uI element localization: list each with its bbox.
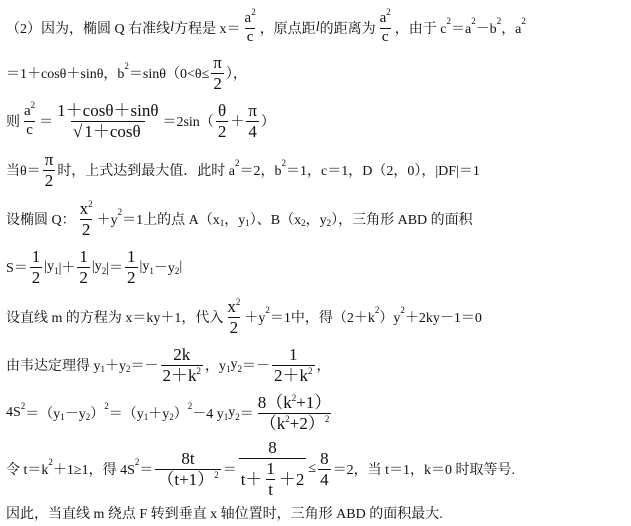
exponent: 2 xyxy=(285,413,290,424)
subscript: 2 xyxy=(85,412,91,422)
numerator: θ xyxy=(217,100,227,120)
exponent: 2 xyxy=(265,305,270,315)
numerator: π xyxy=(44,149,54,169)
denominator: 2＋k xyxy=(274,365,308,385)
text: ，原点距 xyxy=(259,22,316,37)
numerator: 8（k xyxy=(257,392,292,412)
text: ＝1上的点 A（x xyxy=(122,213,220,228)
numerator: π xyxy=(248,100,257,120)
numerator: 1 xyxy=(127,246,136,266)
subscript: 2 xyxy=(237,364,242,374)
text: ＝ xyxy=(222,463,237,478)
text: y xyxy=(228,405,236,420)
exponent: 2 xyxy=(471,16,476,26)
numerator: π xyxy=(213,52,222,72)
text: 当θ＝ xyxy=(6,164,41,179)
text: ＝ xyxy=(39,115,54,130)
denominator: 4 xyxy=(248,121,257,141)
text: ＝2sin（ xyxy=(162,115,214,130)
exponent: 2 xyxy=(196,365,201,376)
exponent: 2 xyxy=(446,16,451,26)
denominator: 2 xyxy=(31,267,41,287)
text: （2）因为，椭圆 Q 右准线 xyxy=(6,22,171,37)
text: ＝1中，得（2＋k xyxy=(269,311,375,326)
fraction xyxy=(211,54,224,93)
text: ＝2，b xyxy=(239,164,282,179)
denominator: （t+1） xyxy=(157,469,215,489)
sqrt-icon: √ xyxy=(72,121,83,141)
exponent: 2 xyxy=(235,158,240,168)
fraction xyxy=(264,460,277,499)
exponent: 2 xyxy=(104,401,109,411)
subscript: 1 xyxy=(60,412,65,422)
subscript: 1 xyxy=(223,412,229,422)
subscript: 1 xyxy=(100,364,105,374)
denominator: t＋ xyxy=(240,469,263,489)
radicand: 1＋cosθ xyxy=(84,121,141,141)
subscript: 1 xyxy=(143,412,149,422)
numerator: x xyxy=(227,296,236,316)
line-8 xyxy=(6,342,627,388)
denominator: 2 xyxy=(217,121,227,141)
text: ＝1＋cosθ＋sinθ，b xyxy=(6,67,125,82)
subscript: 2 xyxy=(326,218,332,228)
text: ＝－ xyxy=(242,359,270,374)
text: ），三角形 ABD 的面积 xyxy=(331,213,473,228)
subscript: 2 xyxy=(174,266,180,276)
exponent: 2 xyxy=(281,158,287,168)
fraction xyxy=(225,298,242,337)
numerator: a xyxy=(379,9,387,26)
text: ＝2，当 t＝1，k＝0 时取等号. xyxy=(332,463,515,478)
numerator: a xyxy=(24,102,31,119)
numerator: 1 xyxy=(289,344,298,364)
text: ≤ xyxy=(308,461,317,476)
denominator: 2 xyxy=(44,170,54,190)
subscript: 2 xyxy=(169,412,174,422)
subscript: 2 xyxy=(235,412,240,422)
numerator: 2k xyxy=(173,344,191,364)
numerator: 8t xyxy=(181,448,195,468)
text: |y xyxy=(139,259,150,274)
subscript: 1 xyxy=(219,218,225,228)
exponent: 2 xyxy=(48,457,53,467)
text: ＋2ky－1＝0 xyxy=(404,311,482,326)
numerator: 1 xyxy=(31,246,41,266)
text: ， xyxy=(316,359,331,374)
text: ）、B（x xyxy=(249,213,302,228)
denominator: 2 xyxy=(79,267,88,287)
fraction xyxy=(378,6,393,46)
exponent: 2 xyxy=(496,16,502,26)
text: ＋1≥1，得 4S xyxy=(52,463,135,478)
text: 设椭圆 Q： xyxy=(6,213,76,228)
text: ＝ xyxy=(139,463,154,478)
text: 的距离为 xyxy=(319,22,376,37)
denominator: c xyxy=(246,28,254,45)
text: 则 xyxy=(6,115,20,130)
text: ＋y xyxy=(148,407,170,422)
text: ＝－ xyxy=(130,359,159,374)
numerator: 1 xyxy=(266,459,275,479)
text: 由韦达定理得 y xyxy=(6,359,101,374)
line-11 xyxy=(6,502,627,524)
numerator: 8 xyxy=(320,448,329,468)
text: |＋ xyxy=(58,261,76,276)
text: ＋y xyxy=(96,213,118,228)
fraction xyxy=(125,248,138,287)
exponent: 2 xyxy=(251,6,256,17)
line-9 xyxy=(6,390,627,436)
exponent: 2 xyxy=(20,401,26,411)
text: ＋y xyxy=(105,359,126,374)
fraction xyxy=(55,102,160,141)
text: ） xyxy=(260,115,275,130)
text: |＝ xyxy=(106,261,124,276)
text: ） xyxy=(173,407,188,422)
subscript: 1 xyxy=(226,364,231,374)
numerator: 1＋cosθ＋sinθ xyxy=(57,100,159,120)
text: ＋ xyxy=(230,115,245,130)
text: ＝ xyxy=(239,407,254,422)
text: ）y xyxy=(379,311,401,326)
subscript: 1 xyxy=(54,266,59,276)
line-7 xyxy=(6,294,627,340)
subscript: 1 xyxy=(245,218,250,228)
denominator: +2） xyxy=(289,413,325,433)
text: ＝（y xyxy=(25,407,61,422)
line-3 xyxy=(6,96,627,146)
line-5 xyxy=(6,196,627,242)
numerator: 8 xyxy=(268,438,277,458)
exponent: 2 xyxy=(124,61,129,71)
line-4 xyxy=(6,148,627,192)
subscript: 1 xyxy=(149,266,154,276)
denominator: t xyxy=(268,479,274,499)
fraction xyxy=(216,102,229,141)
text: |y xyxy=(91,259,102,274)
text: ＝sinθ（0<θ≤ xyxy=(128,67,210,82)
text: 4S xyxy=(6,405,21,420)
text: ）， xyxy=(225,67,247,82)
denominator: 2 xyxy=(213,73,222,93)
fraction xyxy=(256,394,334,433)
text: 因此，当直线 m 绕点 F 转到垂直 x 轴位置时，三角形 ABD 的面积最大. xyxy=(6,507,443,522)
line-10 xyxy=(6,438,627,500)
text: ，y xyxy=(224,213,246,228)
exponent: 2 xyxy=(88,198,93,209)
text: －y xyxy=(153,261,175,276)
denominator: （k xyxy=(259,413,286,433)
fraction xyxy=(318,450,331,489)
fraction xyxy=(243,6,258,46)
line-1 xyxy=(6,6,627,50)
denominator: 2 xyxy=(81,219,91,239)
text: －b xyxy=(475,22,497,37)
text: ＝1，c＝1，D（2，0），|DF|＝1 xyxy=(286,164,480,179)
text: 时，上式达到最大值．此时 a xyxy=(57,164,236,179)
text: S＝ xyxy=(6,261,28,276)
text: 令 t＝k xyxy=(6,463,49,478)
denominator: ＋2 xyxy=(278,469,305,489)
exponent: 2 xyxy=(324,413,330,424)
exponent: 2 xyxy=(187,401,193,411)
text: l xyxy=(170,20,175,35)
text: 设直线 m 的方程为 x＝ky＋1，代入 xyxy=(6,311,224,326)
exponent: 2 xyxy=(30,99,36,110)
exponent: 2 xyxy=(400,305,405,315)
line-2 xyxy=(6,52,627,94)
line-6 xyxy=(6,246,627,288)
exponent: 2 xyxy=(386,6,391,17)
exponent: 2 xyxy=(291,392,297,403)
exponent: 2 xyxy=(374,305,380,315)
text: ＝a xyxy=(450,22,472,37)
fraction xyxy=(43,151,56,190)
numerator: 1 xyxy=(79,246,88,266)
text: ） xyxy=(90,407,105,422)
text: | xyxy=(179,259,183,274)
fraction xyxy=(272,346,315,385)
text: l xyxy=(315,20,320,35)
text: －y xyxy=(64,407,86,422)
fraction xyxy=(155,450,220,489)
exponent: 2 xyxy=(117,207,123,217)
text: y xyxy=(230,357,238,372)
fraction xyxy=(22,99,37,139)
exponent: 2 xyxy=(235,296,241,307)
subscript: 2 xyxy=(126,364,131,374)
text: ，y xyxy=(205,359,226,374)
fraction xyxy=(77,248,90,287)
text: 方程是 x＝ xyxy=(174,22,241,37)
text: －4 y xyxy=(192,407,224,422)
text: ，由于 c xyxy=(394,22,447,37)
subscript: 2 xyxy=(101,266,107,276)
denominator: c xyxy=(381,28,389,45)
denominator: 2 xyxy=(127,267,136,287)
exponent: 2 xyxy=(214,469,219,480)
fraction xyxy=(239,439,307,499)
fraction xyxy=(78,200,95,239)
denominator: c xyxy=(26,121,33,138)
text: ＋y xyxy=(244,311,266,326)
numerator: x xyxy=(79,198,89,218)
numerator: +1） xyxy=(296,392,332,412)
denominator: 2＋k xyxy=(162,365,197,385)
subscript: 2 xyxy=(301,218,306,228)
text: ，y xyxy=(305,213,327,228)
denominator: 2 xyxy=(229,317,239,337)
exponent: 2 xyxy=(308,365,313,376)
text: ，a xyxy=(501,22,522,37)
fraction xyxy=(246,102,259,141)
exponent: 2 xyxy=(134,457,140,467)
exponent: 2 xyxy=(521,16,526,26)
text: ＝（y xyxy=(108,407,144,422)
denominator: 4 xyxy=(320,469,329,489)
fraction xyxy=(161,346,204,385)
text: |y xyxy=(44,259,55,274)
numerator: a xyxy=(244,9,252,26)
fraction xyxy=(30,248,43,287)
